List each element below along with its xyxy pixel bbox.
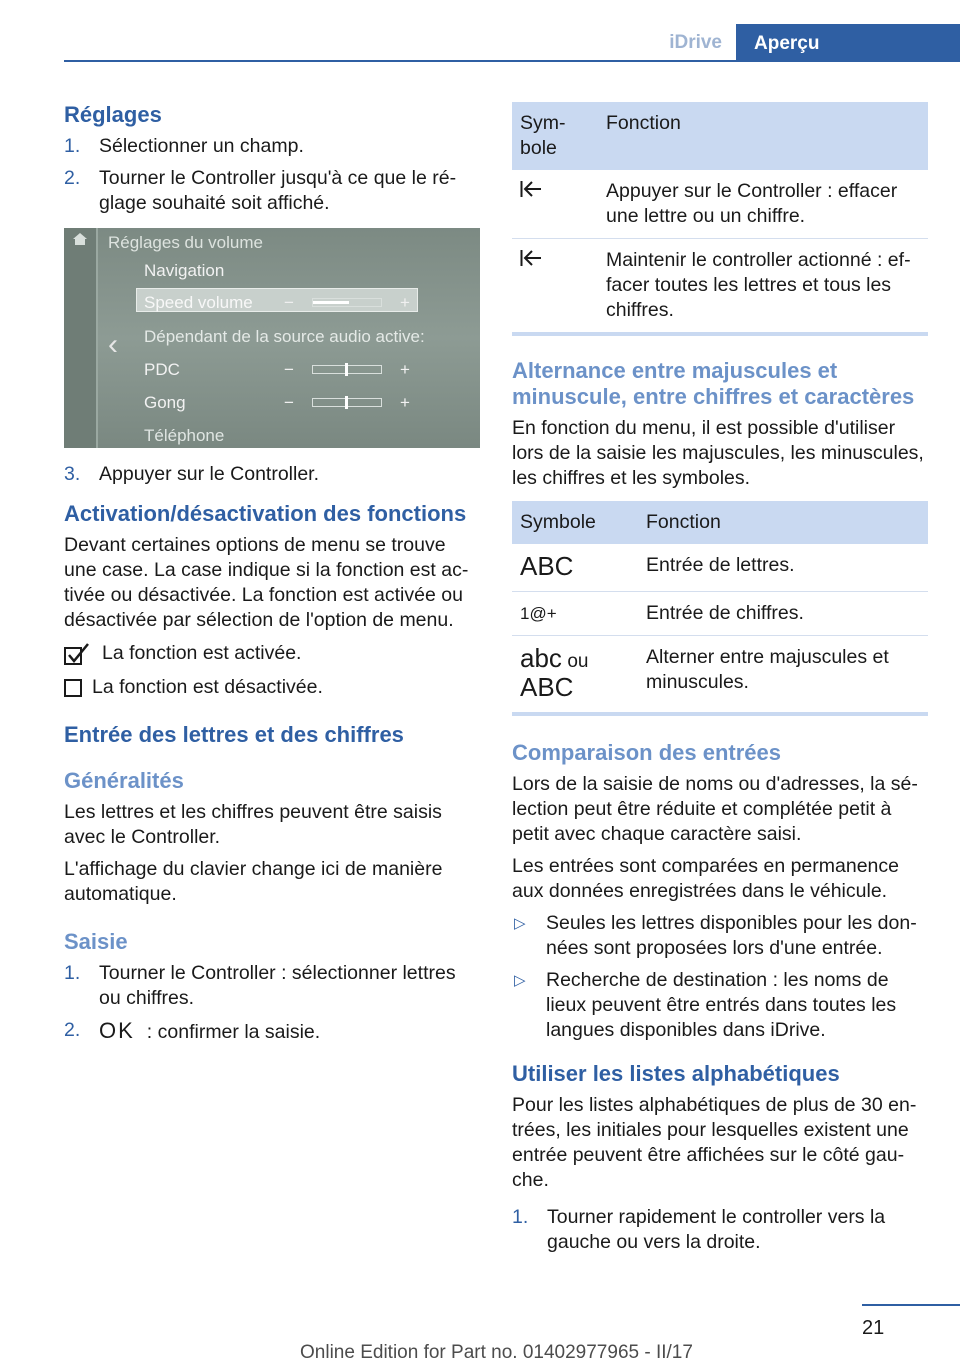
comparaison-paragraph-1: Lors de la saisie de noms ou d'adresses, la sé‐lection peut être réduite et complétée petit à petit avec chaque caractère saisi.: [512, 773, 918, 845]
minus-icon: −: [284, 360, 294, 379]
backspace-arrow-icon: [520, 248, 542, 268]
symbol-or-text: ou: [567, 651, 589, 672]
screen-item-navigation: Navigation: [144, 261, 225, 280]
reglages-steps: [64, 134, 480, 216]
step-number: 1.: [64, 135, 81, 157]
screen-item-gong: Gong: [144, 393, 186, 412]
pdc-slider: [312, 365, 382, 374]
screen-left-bar: [64, 228, 98, 448]
page-header: [64, 24, 960, 62]
step-number: 3.: [64, 463, 81, 485]
home-icon: [72, 232, 88, 246]
checkbox-checked-icon: [64, 642, 92, 666]
comparaison-paragraph-2: Les entrées sont comparées en permanence aux données enregistrées dans le véhicule.: [512, 855, 899, 902]
page-number: 21: [862, 1317, 885, 1339]
function-cell: Maintenir le controller actionné : ef‐facer toutes les lettres et tous les chiffres.: [598, 239, 928, 335]
tab-apercu[interactable]: Aperçu: [736, 24, 960, 62]
step-number: 2.: [64, 167, 81, 189]
reglages-heading: Réglages: [64, 102, 162, 127]
abc-uppercase-icon: ABC: [520, 551, 574, 581]
function-cell: Entrée de chiffres.: [638, 592, 928, 636]
screen-title: Réglages du volume: [108, 233, 263, 252]
step-text: : confirmer la saisie.: [146, 1021, 321, 1043]
activation-paragraph: Devant certaines options de menu se trouve une case. La case indique si la fonction est ac‐tivée ou désactivée. La fonction est activée ou désactivée par sélection de l'option de menu.: [64, 534, 469, 631]
abc-uppercase-icon: ABC: [520, 672, 574, 702]
column-header-function: Fonction: [598, 102, 928, 170]
volume-settings-screenshot: [64, 228, 480, 448]
screen-item-telephone: Téléphone: [144, 426, 225, 445]
symbol-cell: [512, 170, 598, 239]
generalites-heading: Généralités: [64, 768, 184, 793]
comparaison-heading: Comparaison des entrées: [512, 740, 781, 765]
step-text: Sélectionner un champ.: [99, 135, 304, 157]
right-column: [512, 102, 928, 1263]
minus-icon: −: [284, 393, 294, 412]
plus-icon: +: [400, 293, 410, 312]
bullet-text: Recherche de destination : les noms de lieux peuvent être entrés dans toutes les langues disponibles dans iDrive.: [546, 969, 897, 1041]
listes-paragraph: Pour les listes alphabétiques de plus de 30 en‐trées, les initiales pour lesquelles existent une entrée peuvent être affichées sur le côté gau‐che.: [512, 1094, 917, 1191]
saisie-heading: Saisie: [64, 929, 128, 954]
step-number: 2.: [64, 1019, 81, 1041]
list-item: [512, 1205, 928, 1255]
table-row: [512, 544, 928, 592]
ok-icon: OK: [99, 1018, 135, 1043]
numbers-symbols-icon: 1@+: [520, 604, 557, 623]
left-column: [64, 102, 480, 1053]
bullet-triangle-icon: ▷: [514, 972, 526, 989]
speed-volume-slider: [312, 298, 382, 307]
reglages-step-3: [64, 462, 480, 487]
step-number: 1.: [512, 1206, 529, 1228]
table-row: [512, 239, 928, 335]
table-header-row: [512, 501, 928, 544]
list-item: [512, 911, 928, 961]
comparaison-bullets: [512, 911, 928, 1043]
list-item: [64, 961, 480, 1011]
function-cell: Entrée de lettres.: [638, 544, 928, 592]
column-header-function: Fonction: [638, 501, 928, 544]
function-cell: Alterner entre majuscules et minuscules.: [638, 636, 928, 715]
listes-steps: [512, 1205, 928, 1255]
generalites-paragraph-1: Les lettres et les chiffres peuvent être saisis avec le Controller.: [64, 801, 442, 848]
saisie-steps: [64, 961, 480, 1045]
step-text: Tourner le Controller jusqu'à ce que le ré‐glage souhaité soit affiché.: [99, 167, 457, 214]
abc-lowercase-icon: abc: [520, 643, 562, 673]
header-divider: [64, 60, 960, 62]
bullet-text: Seules les lettres disponibles pour les don‐nées sont proposées lors d'une entrée.: [546, 912, 917, 959]
entree-heading: Entrée des lettres et des chiffres: [64, 722, 404, 747]
step-text: Tourner rapidement le controller vers la gauche ou vers la droite.: [547, 1206, 886, 1253]
list-item: [512, 968, 928, 1043]
column-header-symbol: Sym‐bole: [512, 102, 598, 170]
unchecked-line: [64, 675, 480, 700]
column-header-symbol: Symbole: [512, 501, 638, 544]
case-symbols-table: [512, 501, 928, 716]
list-item: [64, 1018, 480, 1045]
table-row: [512, 170, 928, 239]
list-item: [64, 134, 480, 159]
list-item: [64, 462, 480, 487]
gong-slider: [312, 398, 382, 407]
screen-item-pdc: PDC: [144, 360, 180, 379]
list-item: [64, 166, 480, 216]
symbol-cell: [512, 239, 598, 335]
step-number: 1.: [64, 962, 81, 984]
listes-heading: Utiliser les listes alphabétiques: [512, 1061, 840, 1086]
symbol-cell: [512, 592, 638, 636]
screen-item-speed-volume: Speed volume: [144, 293, 253, 312]
activation-heading: Activation/désactivation des fonctions: [64, 501, 467, 526]
table-header-row: [512, 102, 928, 170]
screen-item-source-dependent: Dépendant de la source audio active:: [144, 327, 425, 346]
backspace-arrow-icon: [520, 179, 542, 199]
symbol-cell: [512, 544, 638, 592]
generalites-paragraph-2: L'affichage du clavier change ici de manière automatique.: [64, 858, 443, 905]
chevron-left-icon: ‹: [108, 328, 118, 361]
alternance-heading: Alternance entre majuscules et minuscule, entre chiffres et caractères: [512, 358, 915, 409]
alternance-paragraph: En fonction du menu, il est possible d'utiliser lors de la saisie les majuscules, les minuscules, les chiffres et les symboles.: [512, 417, 924, 489]
checkbox-unchecked-icon: [64, 679, 82, 697]
minus-icon: −: [284, 293, 294, 312]
checked-text: La fonction est activée.: [102, 642, 302, 664]
edition-footer: Online Edition for Part no. 01402977965 - II/17: [300, 1342, 693, 1362]
function-cell: Appuyer sur le Controller : effacer une lettre ou un chiffre.: [598, 170, 928, 239]
plus-icon: +: [400, 360, 410, 379]
unchecked-text: La fonction est désactivée.: [92, 676, 323, 698]
delete-symbols-table: [512, 102, 928, 336]
tab-idrive[interactable]: iDrive: [669, 32, 722, 53]
footer-divider: [862, 1304, 960, 1306]
step-text: Tourner le Controller : sélectionner lettres ou chiffres.: [99, 962, 456, 1009]
table-row: [512, 592, 928, 636]
symbol-cell: [512, 636, 638, 715]
table-row: [512, 636, 928, 715]
plus-icon: +: [400, 393, 410, 412]
checked-line: [64, 641, 480, 666]
step-text: Appuyer sur le Controller.: [99, 463, 320, 485]
bullet-triangle-icon: ▷: [514, 915, 526, 932]
